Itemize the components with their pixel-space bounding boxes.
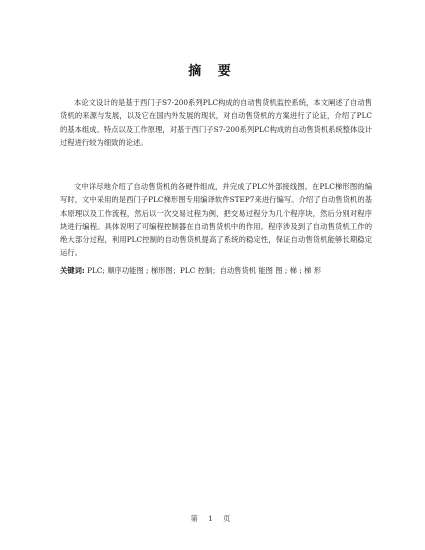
keywords-line (60, 266, 380, 276)
page-number: 第 1 页 (190, 514, 235, 523)
page-title: 摘 要 (188, 64, 237, 79)
keywords-label: 关键词: (60, 266, 85, 275)
abstract-paragraph-1: 本论文设计的是基于西门子S7-200系列PLC构成的自动售货机监控系统，本文阐述了自动售货机的来源与发展，以及它在国内外发展的现状，对自动售货机的方案进行了论证，介绍了PLC的基本组成、特点以及工作原理，对基于西门子S7-200系列PLC构成的自动售货机系统整体设计过程进行较为细致的论述。 (60, 98, 372, 147)
abstract-paragraph-2: 文中详尽地介绍了自动售货机的各硬件组成，并完成了PLC外部接线图。在PLC梯形图的编写时，文中采用的是西门子PLC梯形图专用编译软件STEP7来进行编写。介绍了自动售货机的基本原理以及工作流程，然后以一次交易过程为例，把交易过程分为几个程序块，然后分别对程序块进行编程。具体说明了可编程控制器在自动售货机中的作用。程序涉及到了自动售货机工作的绝大部分过程，利用PLC控制的自动售货机提高了系统的稳定性，保证自动售货机能够长期稳定运行。 (60, 182, 372, 258)
keywords-text: PLC; 顺序功能图 ; 梯形图；PLC 控制；自动售货机 能图 图 ; 梯 ; 梯 形 (87, 266, 321, 275)
